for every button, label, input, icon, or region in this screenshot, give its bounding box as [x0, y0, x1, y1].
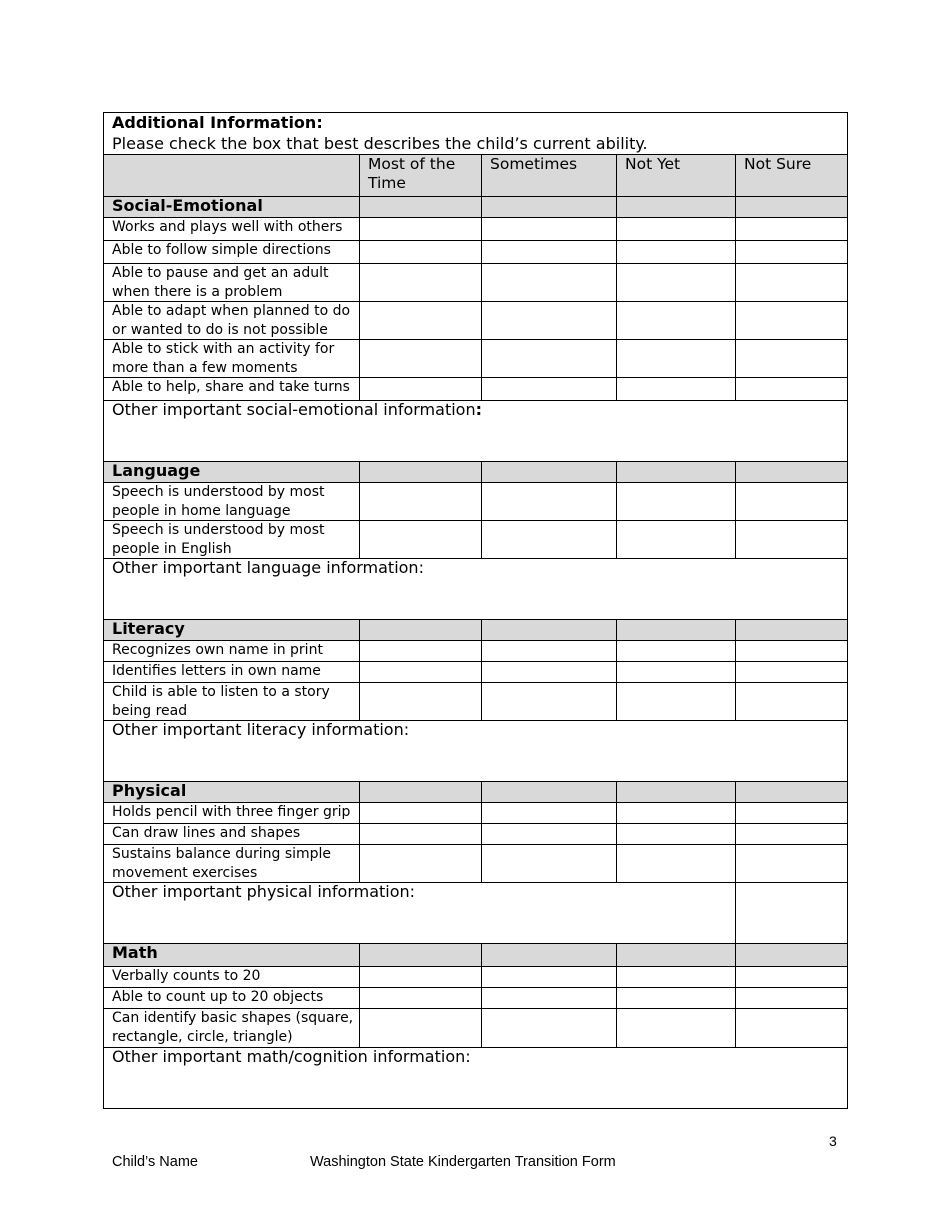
- checkbox-sometimes[interactable]: [482, 264, 617, 302]
- childs-name-label: Child’s Name: [112, 1154, 198, 1170]
- checkbox-not-sure[interactable]: [736, 483, 848, 521]
- item-label: Able to count up to 20 objects: [104, 988, 360, 1009]
- checkbox-most-of-the-time[interactable]: [360, 302, 482, 340]
- page-number: 3: [829, 1133, 837, 1149]
- item-label: Can draw lines and shapes: [104, 824, 360, 845]
- checkbox-not-yet[interactable]: [617, 683, 736, 721]
- item-label: Can identify basic shapes (square, rectangle, circle, triangle): [104, 1009, 360, 1048]
- checkbox-not-yet[interactable]: [617, 641, 736, 662]
- column-header-sometimes: Sometimes: [482, 155, 617, 197]
- item-label: Child is able to listen to a story being read: [104, 683, 360, 721]
- item-label: Sustains balance during simple movement exercises: [104, 845, 360, 883]
- checkbox-most-of-the-time[interactable]: [360, 967, 482, 988]
- section-shade-cell: [482, 197, 617, 218]
- checkbox-not-yet[interactable]: [617, 845, 736, 883]
- checkbox-not-yet[interactable]: [617, 824, 736, 845]
- checkbox-not-sure[interactable]: [736, 302, 848, 340]
- checkbox-not-sure[interactable]: [736, 340, 848, 378]
- section-shade-cell: [736, 197, 848, 218]
- checkbox-most-of-the-time[interactable]: [360, 378, 482, 401]
- column-header-not-sure: Not Sure: [736, 155, 848, 197]
- footer-form-title: Washington State Kindergarten Transition Form: [310, 1154, 616, 1170]
- checkbox-not-yet[interactable]: [617, 264, 736, 302]
- checkbox-not-sure[interactable]: [736, 803, 848, 824]
- checkbox-most-of-the-time[interactable]: [360, 824, 482, 845]
- checkbox-not-yet[interactable]: [617, 803, 736, 824]
- section-shade-cell: [617, 782, 736, 803]
- section-shade-cell: [736, 944, 848, 967]
- checkbox-most-of-the-time[interactable]: [360, 521, 482, 559]
- checkbox-most-of-the-time[interactable]: [360, 641, 482, 662]
- checkbox-not-yet[interactable]: [617, 378, 736, 401]
- checkbox-not-yet[interactable]: [617, 662, 736, 683]
- checkbox-not-yet[interactable]: [617, 521, 736, 559]
- section-shade-cell: [360, 944, 482, 967]
- other-math-info-field[interactable]: Other important math/cognition information:: [104, 1048, 848, 1109]
- checkbox-most-of-the-time[interactable]: [360, 845, 482, 883]
- checkbox-most-of-the-time[interactable]: [360, 218, 482, 241]
- checkbox-sometimes[interactable]: [482, 967, 617, 988]
- checkbox-most-of-the-time[interactable]: [360, 264, 482, 302]
- section-shade-cell: [736, 620, 848, 641]
- item-label: Able to adapt when planned to do or wanted to do is not possible: [104, 302, 360, 340]
- checkbox-most-of-the-time[interactable]: [360, 1009, 482, 1048]
- section-title-language: Language: [104, 462, 360, 483]
- checkbox-sometimes[interactable]: [482, 340, 617, 378]
- section-title-social-emotional: Social-Emotional: [104, 197, 360, 218]
- item-label: Speech is understood by most people in English: [104, 521, 360, 559]
- section-shade-cell: [360, 782, 482, 803]
- checkbox-not-sure[interactable]: [736, 824, 848, 845]
- checkbox-sometimes[interactable]: [482, 1009, 617, 1048]
- checkbox-not-yet[interactable]: [617, 218, 736, 241]
- other-physical-info-field[interactable]: Other important physical information:: [104, 883, 736, 944]
- instruction-text: Please check the box that best describes the child’s current ability.: [112, 134, 648, 153]
- section-shade-cell: [617, 462, 736, 483]
- column-header-not-yet: Not Yet: [617, 155, 736, 197]
- checkbox-not-sure[interactable]: [736, 241, 848, 264]
- checkbox-sometimes[interactable]: [482, 845, 617, 883]
- section-shade-cell: [482, 782, 617, 803]
- checkbox-not-yet[interactable]: [617, 241, 736, 264]
- section-shade-cell: [482, 462, 617, 483]
- item-label: Able to stick with an activity for more than a few moments: [104, 340, 360, 378]
- section-shade-cell: [360, 197, 482, 218]
- checkbox-not-sure[interactable]: [736, 683, 848, 721]
- checkbox-sometimes[interactable]: [482, 218, 617, 241]
- other-info-label-colon: :: [475, 400, 482, 419]
- section-shade-cell: [736, 462, 848, 483]
- checkbox-not-sure[interactable]: [736, 521, 848, 559]
- checkbox-not-sure[interactable]: [736, 378, 848, 401]
- item-label: Verbally counts to 20: [104, 967, 360, 988]
- other-social-emotional-info-field[interactable]: [104, 401, 848, 462]
- section-shade-cell: [360, 462, 482, 483]
- transition-form-table: [103, 112, 848, 1109]
- checkbox-most-of-the-time[interactable]: [360, 241, 482, 264]
- section-shade-cell: [617, 620, 736, 641]
- checkbox-most-of-the-time[interactable]: [360, 683, 482, 721]
- section-shade-cell: [617, 944, 736, 967]
- section-shade-cell: [736, 782, 848, 803]
- checkbox-not-sure[interactable]: [736, 967, 848, 988]
- checkbox-sometimes[interactable]: [482, 641, 617, 662]
- section-shade-cell: [482, 620, 617, 641]
- checkbox-not-yet[interactable]: [617, 988, 736, 1009]
- checkbox-not-sure[interactable]: [736, 662, 848, 683]
- header-blank-cell: [104, 155, 360, 197]
- checkbox-sometimes[interactable]: [482, 803, 617, 824]
- checkbox-not-sure[interactable]: [736, 218, 848, 241]
- section-shade-cell: [360, 620, 482, 641]
- checkbox-not-yet[interactable]: [617, 483, 736, 521]
- checkbox-not-yet[interactable]: [617, 340, 736, 378]
- checkbox-sometimes[interactable]: [482, 662, 617, 683]
- checkbox-most-of-the-time[interactable]: [360, 988, 482, 1009]
- other-literacy-info-field[interactable]: Other important literacy information:: [104, 721, 848, 782]
- item-label: Speech is understood by most people in home language: [104, 483, 360, 521]
- physical-extra-cell: [736, 883, 848, 944]
- item-label: Able to follow simple directions: [104, 241, 360, 264]
- checkbox-not-sure[interactable]: [736, 641, 848, 662]
- checkbox-sometimes[interactable]: [482, 483, 617, 521]
- checkbox-sometimes[interactable]: [482, 302, 617, 340]
- checkbox-sometimes[interactable]: [482, 824, 617, 845]
- section-title-physical: Physical: [104, 782, 360, 803]
- checkbox-not-sure[interactable]: [736, 845, 848, 883]
- checkbox-not-yet[interactable]: [617, 1009, 736, 1048]
- checkbox-not-yet[interactable]: [617, 967, 736, 988]
- checkbox-most-of-the-time[interactable]: [360, 483, 482, 521]
- section-title-math: Math: [104, 944, 360, 967]
- additional-info-cell: [104, 113, 848, 155]
- item-label: Identifies letters in own name: [104, 662, 360, 683]
- other-language-info-field[interactable]: Other important language information:: [104, 559, 848, 620]
- section-shade-cell: [482, 944, 617, 967]
- section-shade-cell: [617, 197, 736, 218]
- item-label: Holds pencil with three finger grip: [104, 803, 360, 824]
- checkbox-not-sure[interactable]: [736, 1009, 848, 1048]
- checkbox-sometimes[interactable]: [482, 521, 617, 559]
- other-info-label: Other important social-emotional information: [112, 400, 476, 419]
- section-title-literacy: Literacy: [104, 620, 360, 641]
- checkbox-not-sure[interactable]: [736, 988, 848, 1009]
- checkbox-most-of-the-time[interactable]: [360, 662, 482, 683]
- additional-info-heading: Additional Information:: [112, 113, 323, 132]
- checkbox-sometimes[interactable]: [482, 683, 617, 721]
- item-label: Works and plays well with others: [104, 218, 360, 241]
- checkbox-not-sure[interactable]: [736, 264, 848, 302]
- item-label: Recognizes own name in print: [104, 641, 360, 662]
- checkbox-not-yet[interactable]: [617, 302, 736, 340]
- column-header-most-of-the-time: Most of the Time: [360, 155, 482, 197]
- item-label: Able to help, share and take turns: [104, 378, 360, 401]
- checkbox-sometimes[interactable]: [482, 378, 617, 401]
- checkbox-most-of-the-time[interactable]: [360, 340, 482, 378]
- item-label: Able to pause and get an adult when there is a problem: [104, 264, 360, 302]
- checkbox-most-of-the-time[interactable]: [360, 803, 482, 824]
- checkbox-sometimes[interactable]: [482, 241, 617, 264]
- checkbox-sometimes[interactable]: [482, 988, 617, 1009]
